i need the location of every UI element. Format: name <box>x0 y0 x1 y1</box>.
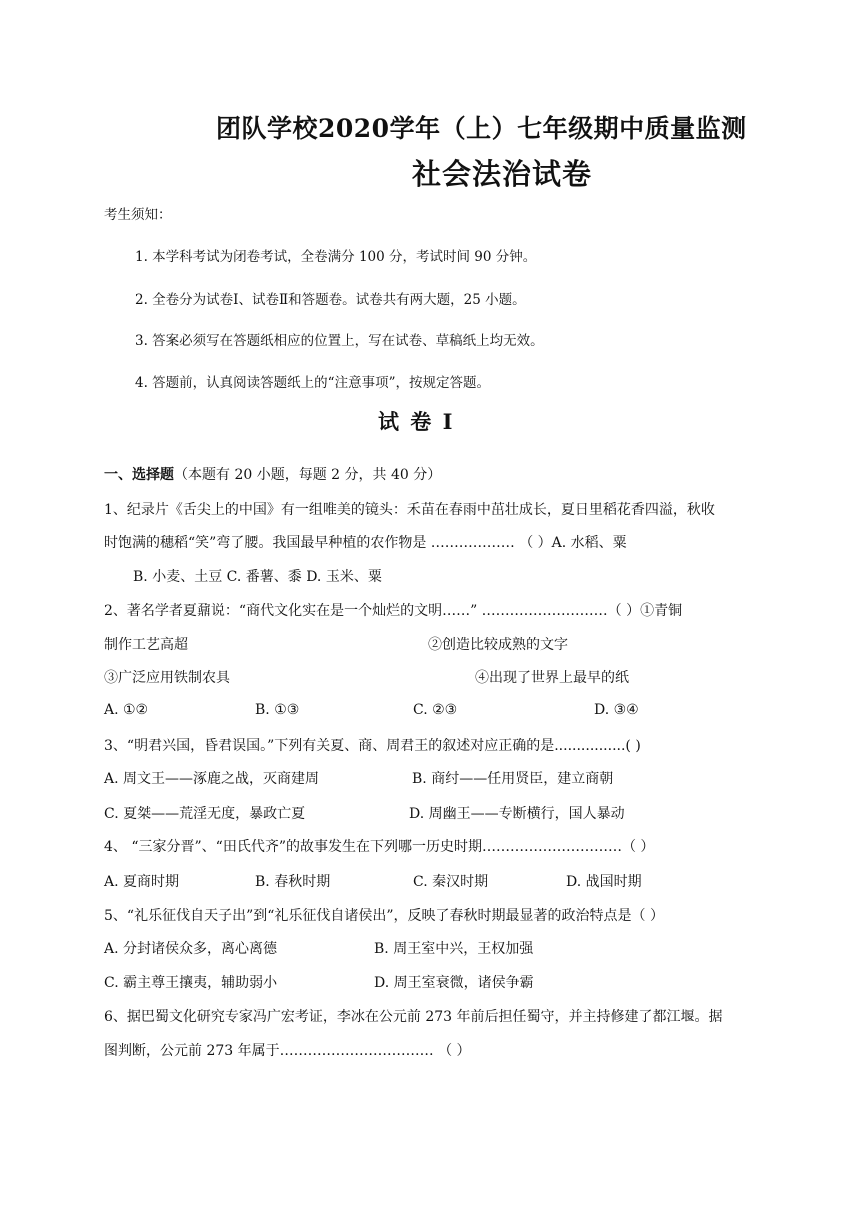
q5-option-b[interactable]: B. 周王室中兴，王权加强 <box>374 941 534 957</box>
q1-line: 时饱满的穗稻“笑”弯了腰。我国最早种植的农作物是 ……………… （ ）A. 水稻、粟 <box>104 535 627 551</box>
notice-heading: 考生须知： <box>104 207 172 223</box>
q2-statement: 制作工艺高超 <box>104 637 188 653</box>
q2-option-b[interactable]: B. ①③ <box>255 702 300 718</box>
notice-item: 4. 答题前，认真阅读答题纸上的“注意事项”，按规定答题。 <box>135 375 490 391</box>
q3-line: 3、“明君兴国，昏君误国。”下列有关夏、商、周君王的叙述对应正确的是................( ) <box>104 738 641 754</box>
q4-option-c[interactable]: C. 秦汉时期 <box>413 874 489 890</box>
q3-option-c[interactable]: C. 夏桀——荒淫无度，暴政亡夏 <box>104 806 306 822</box>
q2-option-c[interactable]: C. ②③ <box>413 702 458 718</box>
q3-option-a[interactable]: A. 周文王——涿鹿之战，灭商建周 <box>104 771 320 787</box>
paper-section-title: 试 卷 Ⅰ <box>378 409 455 434</box>
exam-title-line2: 社会法治试卷 <box>412 157 593 191</box>
q4-line: 4、 “三家分晋”、“田氏代齐”的故事发生在下列哪一历史时期…………………………（ ） <box>104 839 655 855</box>
q4-option-d[interactable]: D. 战国时期 <box>566 874 642 890</box>
q6-line: 图判断，公元前 273 年属于…………………………… （ ） <box>104 1043 471 1059</box>
q4-option-a[interactable]: A. 夏商时期 <box>104 874 180 890</box>
section1-heading <box>104 464 441 484</box>
q1-line: 1、纪录片《舌尖上的中国》有一组唯美的镜头：禾苗在春雨中茁壮成长，夏日里稻花香四溢，秋收 <box>104 502 715 518</box>
q5-option-c[interactable]: C. 霸主尊王攘夷，辅助弱小 <box>104 975 278 991</box>
q2-statement: ③广泛应用铁制农具 <box>104 670 230 686</box>
q4-option-b[interactable]: B. 春秋时期 <box>255 874 331 890</box>
q6-line: 6、据巴蜀文化研究专家冯广宏考证，李冰在公元前 273 年前后担任蜀守，并主持修建了都江堰。据 <box>104 1009 723 1025</box>
section1-desc: （本题有 20 小题，每题 2 分，共 40 分） <box>174 467 442 483</box>
notice-item: 1. 本学科考试为闭卷考试，全卷满分 100 分，考试时间 90 分钟。 <box>135 249 537 265</box>
q2-option-d[interactable]: D. ③④ <box>594 702 639 718</box>
q2-statement: ②创造比较成熟的文字 <box>428 637 568 653</box>
q1-line: B. 小麦、土豆 C. 番薯、黍 D. 玉米、粟 <box>133 569 382 585</box>
notice-item: 3. 答案必须写在答题纸相应的位置上，写在试卷、草稿纸上均无效。 <box>135 333 544 349</box>
exam-title-line1: 团队学校2020学年（上）七年级期中质量监测 <box>216 114 747 143</box>
q5-option-a[interactable]: A. 分封诸侯众多，离心离德 <box>104 941 278 957</box>
q3-option-d[interactable]: D. 周幽王——专断横行，国人暴动 <box>409 806 625 822</box>
q5-line: 5、“礼乐征伐自天子出”到“礼乐征伐自诸侯出”，反映了春秋时期最显著的政治特点是（ ） <box>104 908 664 924</box>
q2-statement: ④出现了世界上最早的纸 <box>475 670 629 686</box>
q5-option-d[interactable]: D. 周王室衰微，诸侯争霸 <box>374 975 534 991</box>
section1-label: 一、选择题 <box>104 467 174 483</box>
q3-option-b[interactable]: B. 商纣——任用贤臣，建立商朝 <box>412 771 614 787</box>
notice-item: 2. 全卷分为试卷Ⅰ、试卷Ⅱ和答题卷。试卷共有两大题，25 小题。 <box>135 292 526 308</box>
q2-option-a[interactable]: A. ①② <box>104 702 149 718</box>
q2-line: 2、著名学者夏鼐说：“商代文化实在是一个灿烂的文明……” ………………………（ ）①青铜 <box>104 603 683 619</box>
